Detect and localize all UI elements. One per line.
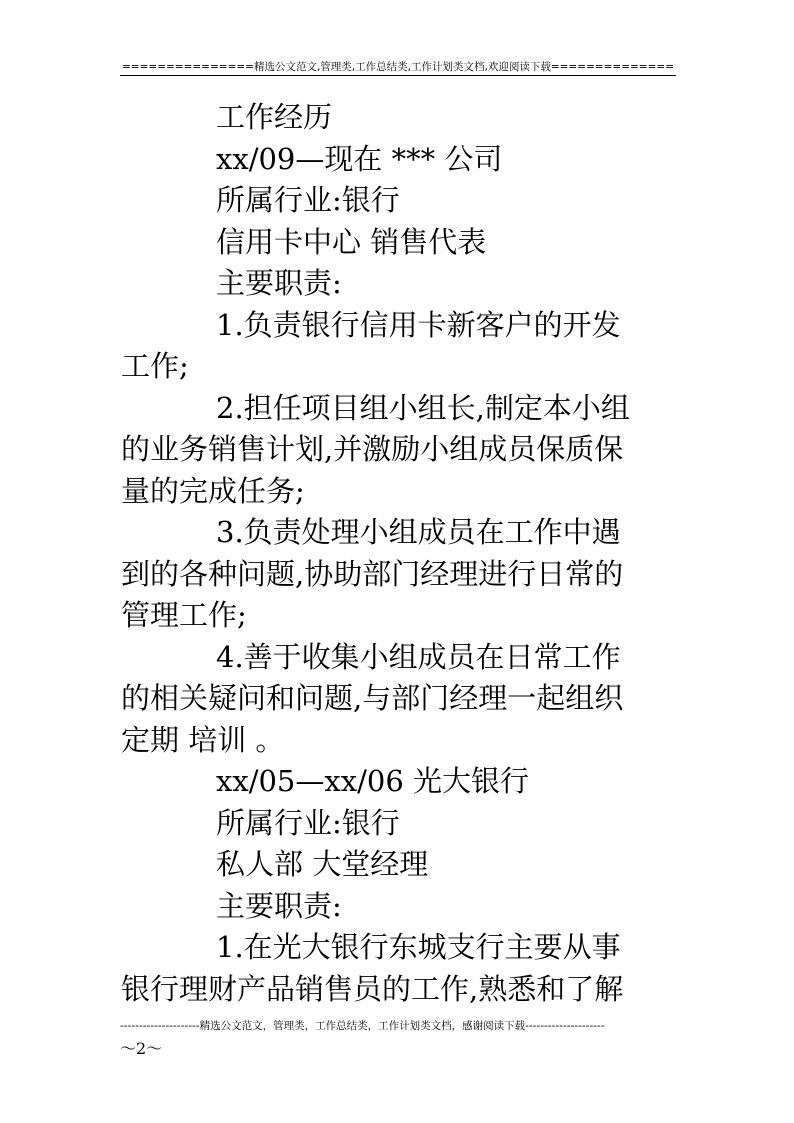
text-line: 所属行业:银行 [216, 805, 400, 840]
text-line: 主要职责: [216, 888, 342, 923]
text-line: 所属行业:银行 [216, 183, 400, 217]
text-line: 信用卡中心 销售代表 [216, 224, 487, 259]
text-line: 主要职责: [216, 266, 342, 300]
text-line: 4.善于收集小组成员在日常工作 [216, 639, 621, 674]
text-line: xx/09—现在 *** 公司 [216, 141, 503, 176]
text-line: 工作; [121, 349, 189, 383]
page-footer: ---------------------精选公文范文，管理类，工作总结类，工作计划类文档，感谢阅读下载--------------------- [120, 1020, 605, 1032]
text-line: 量的完成任务; [121, 473, 305, 508]
text-line: 的业务销售计划,并激励小组成员保质保 [121, 432, 624, 466]
text-line: 银行理财产品销售员的工作,熟悉和了解 [121, 971, 624, 1006]
text-line: 的相关疑问和问题,与部门经理一起组织 [121, 681, 624, 715]
document-body [121, 97, 675, 1010]
page-number: ～2～ [120, 1039, 163, 1058]
text-line: 1.在光大银行东城支行主要从事 [216, 930, 621, 964]
text-line: 2.担任项目组小组长,制定本小组 [216, 390, 630, 425]
text-line: xx/05—xx/06 光大银行 [216, 764, 529, 798]
text-line: 1.负责银行信用卡新客户的开发 [216, 307, 621, 342]
text-line: 定期 培训 。 [121, 722, 285, 757]
page-header: ===============精选公文范文,管理类,工作总结类,工作计划类文档,欢迎阅读下载============== [120, 59, 676, 76]
text-line: 工作经历 [216, 100, 333, 134]
text-line: 私人部 大堂经理 [216, 847, 429, 881]
text-line: 3.负责处理小组成员在工作中遇 [216, 515, 621, 549]
text-line: 管理工作; [121, 598, 247, 632]
text-line: 到的各种问题,协助部门经理进行日常的 [121, 556, 624, 591]
